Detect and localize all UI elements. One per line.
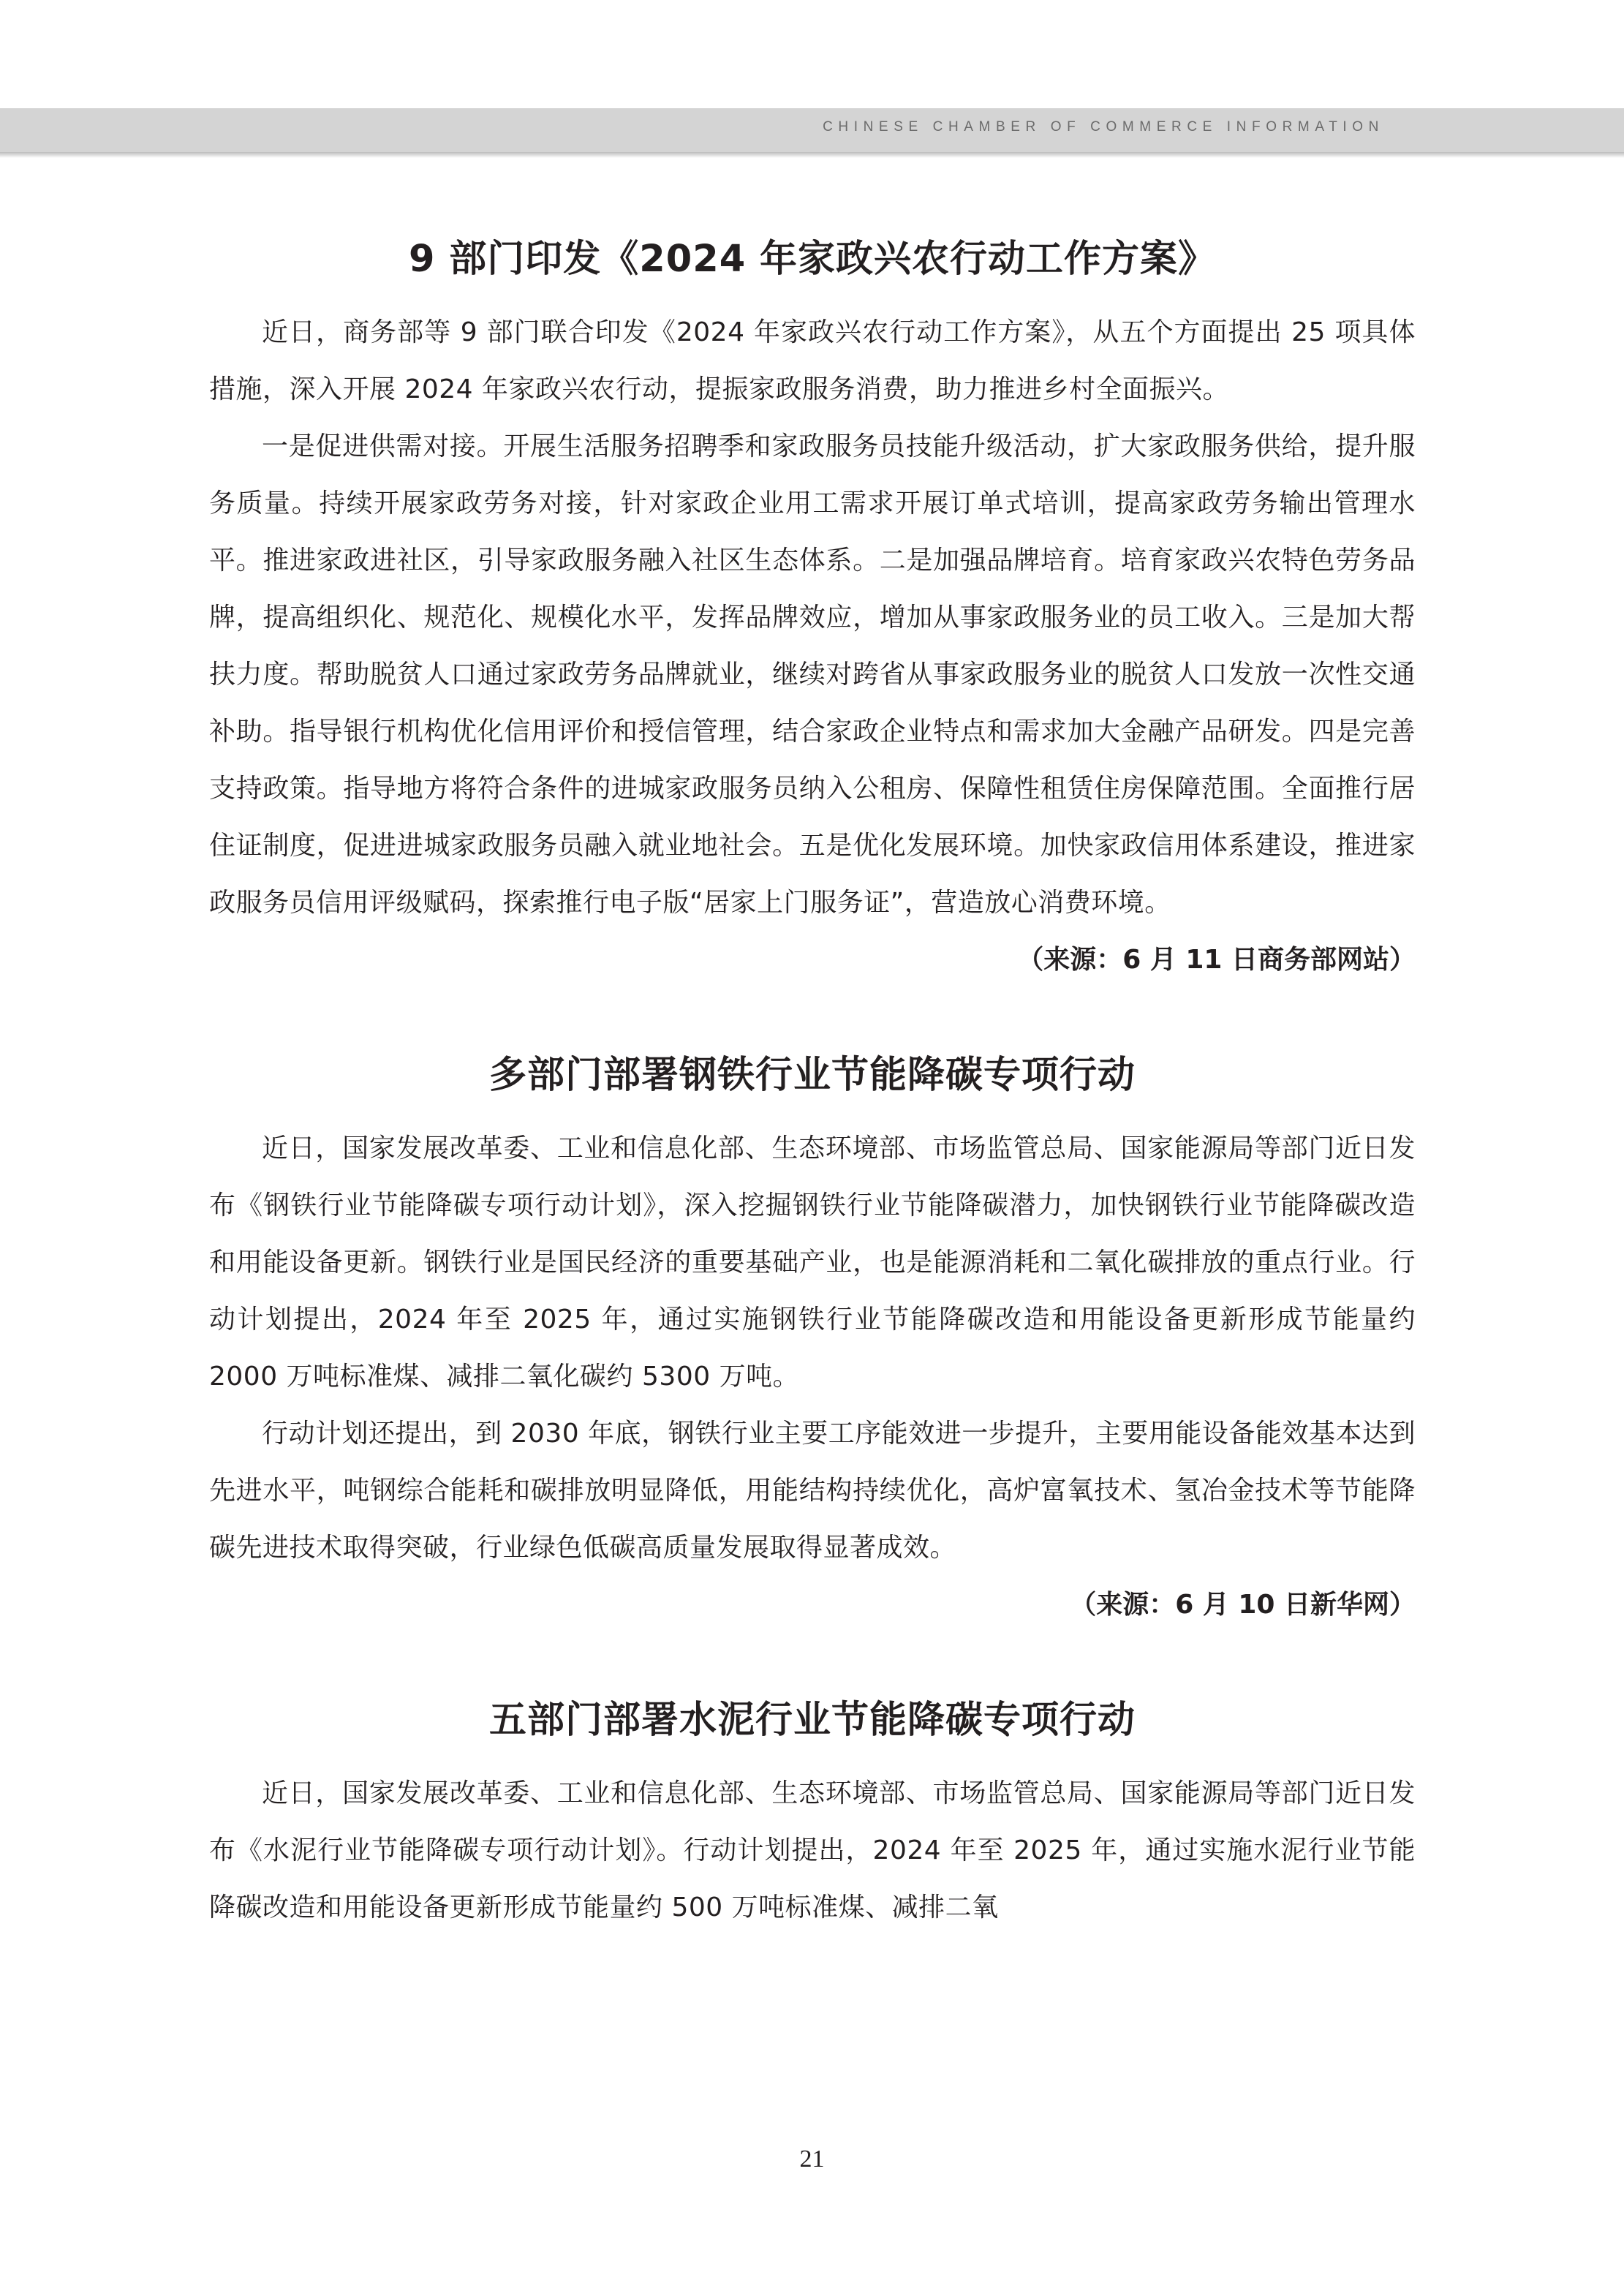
article-paragraph: 近日，国家发展改革委、工业和信息化部、生态环境部、市场监管总局、国家能源局等部门近日发布《水泥行业节能降碳专项行动计划》。行动计划提出，2024 年至 2025 年，通过实施水泥行业节能降碳改造和用能设备更新形成节能量约 500 万吨标准煤、减排二氧	[209, 1778, 1416, 1922]
article-paragraph: 近日，国家发展改革委、工业和信息化部、生态环境部、市场监管总局、国家能源局等部门近日发布《钢铁行业节能降碳专项行动计划》，深入挖掘钢铁行业节能降碳潜力，加快钢铁行业节能降碳改造和用能设备更新。钢铁行业是国民经济的重要基础产业，也是能源消耗和二氧化碳排放的重点行业。行动计划提出，2024 年至 2025 年，通过实施钢铁行业节能降碳改造和用能设备更新形成节能量约 2000 万吨标准煤、减排二氧化碳约 5300 万吨。	[209, 1133, 1416, 1392]
article-paragraph: 近日，商务部等 9 部门联合印发《2024 年家政兴农行动工作方案》，从五个方面提出 25 项具体措施，深入开展 2024 年家政兴农行动，提振家政服务消费，助力推进乡村全面振兴。	[209, 317, 1416, 404]
article-source: （来源：6 月 11 日商务部网站）	[1017, 945, 1416, 975]
article-title: 多部门部署钢铁行业节能降碳专项行动	[488, 1054, 1136, 1097]
header-banner-text: CHINESE CHAMBER OF COMMERCE INFORMATION	[823, 119, 1384, 135]
article-title: 9 部门印发《2024 年家政兴农行动工作方案》	[409, 238, 1216, 281]
page-number: 21	[799, 2145, 825, 2173]
article-source: （来源：6 月 10 日新华网）	[1070, 1590, 1416, 1620]
article-cement	[209, 1695, 1416, 1936]
header-banner-shadow	[0, 152, 1624, 158]
article-steel	[209, 1050, 1416, 1634]
page-content	[209, 234, 1416, 1936]
article-title: 五部门部署水泥行业节能降碳专项行动	[488, 1699, 1136, 1742]
article-paragraph: 一是促进供需对接。开展生活服务招聘季和家政服务员技能升级活动，扩大家政服务供给，提升服务质量。持续开展家政劳务对接，针对家政企业用工需求开展订单式培训，提高家政劳务输出管理水平。推进家政进社区，引导家政服务融入社区生态体系。二是加强品牌培育。培育家政兴农特色劳务品牌，提高组织化、规范化、规模化水平，发挥品牌效应，增加从事家政服务业的员工收入。三是加大帮扶力度。帮助脱贫人口通过家政劳务品牌就业，继续对跨省从事家政服务业的脱贫人口发放一次性交通补助。指导银行机构优化信用评价和授信管理，结合家政企业特点和需求加大金融产品研发。四是完善支持政策。指导地方将符合条件的进城家政服务员纳入公租房、保障性租赁住房保障范围。全面推行居住证制度，促进进城家政服务员融入就业地社会。五是优化发展环境。加快家政信用体系建设，推进家政服务员信用评级赋码，探索推行电子版“居家上门服务证”，营造放心消费环境。	[209, 431, 1416, 918]
article-jiazheng	[209, 234, 1416, 989]
article-paragraph: 行动计划还提出，到 2030 年底，钢铁行业主要工序能效进一步提升，主要用能设备能效基本达到先进水平，吨钢综合能耗和碳排放明显降低，用能结构持续优化，高炉富氧技术、氢冶金技术等节能降碳先进技术取得突破，行业绿色低碳高质量发展取得显著成效。	[209, 1419, 1416, 1563]
